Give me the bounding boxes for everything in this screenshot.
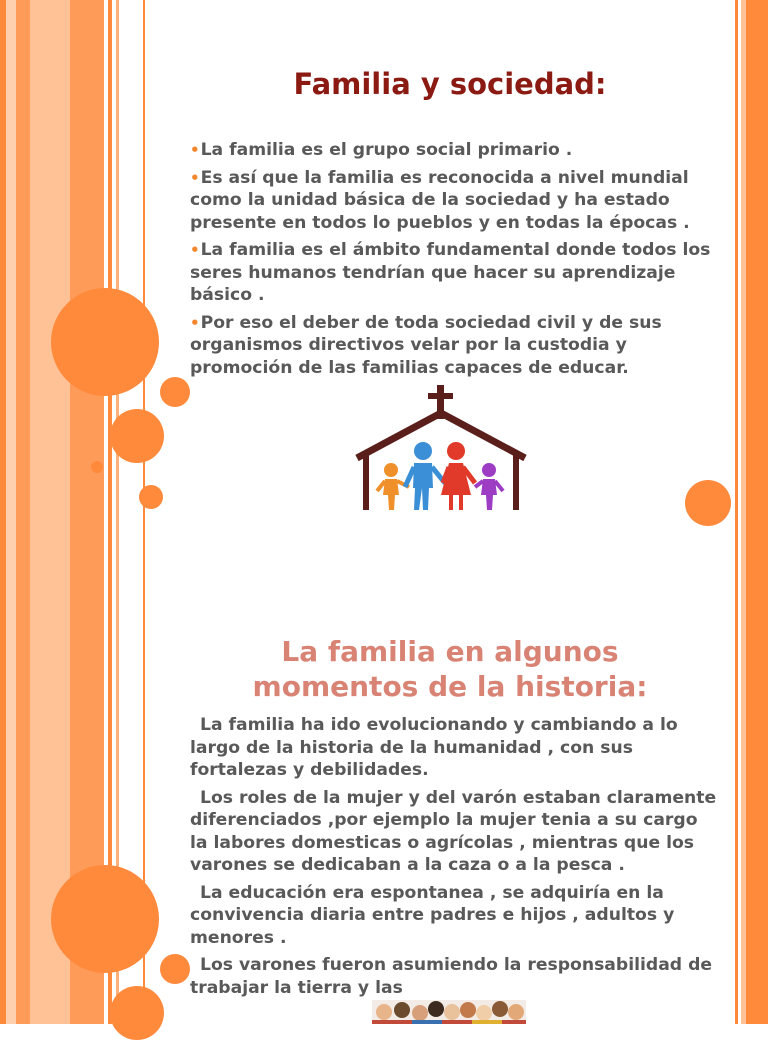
bullet-text: La familia es el ámbito fundamental donde todos los seres humanos tendrían que hacer su aprendizaje básico .: [190, 240, 711, 305]
circle-decoration-large-2: [51, 865, 159, 973]
circle-decoration-medium-2: [110, 986, 164, 1040]
left-stripe-pale: [30, 0, 70, 1024]
bullet-dot-icon: •: [190, 313, 200, 332]
bullet-item: [190, 239, 720, 307]
left-stripe-thin-3: [143, 0, 145, 1024]
slide2-title-line1: La familia en algunos: [281, 635, 619, 668]
family-group-icon: [372, 1000, 526, 1024]
left-stripe-light: [6, 0, 16, 1024]
slide1-title: Familia y sociedad:: [293, 67, 607, 101]
bullet-item: [190, 167, 720, 235]
bullet-text: Por eso el deber de toda sociedad civil y de sus organismos directivos velar por la custodia y promoción de las familias capaces de educar.: [190, 312, 662, 378]
circle-decoration-right: [685, 480, 731, 526]
family-house-cross-icon: [353, 383, 529, 510]
right-stripe-thin-1: [735, 0, 738, 1024]
body-paragraph: La educación era espontanea , se adquiría en la convivencia diaria entre padres e hijos , adultos y menores .: [190, 882, 675, 948]
bullet-item: [190, 139, 720, 162]
circle-decoration-small-1: [160, 377, 190, 407]
bullet-item: [190, 312, 720, 380]
circle-decoration-small-3: [160, 954, 190, 984]
body-paragraph: Los roles de la mujer y del varón estaban claramente diferenciados ,por ejemplo la mujer tenia a su cargo la labores domesticas o agrícolas , mientras que los varones se dedicaban a la caza o a la pesca .: [190, 787, 717, 875]
circle-decoration-medium-1: [110, 409, 164, 463]
circle-decoration-large-1: [51, 288, 159, 396]
bullet-dot-icon: •: [190, 241, 200, 259]
bullet-dot-icon: •: [190, 141, 200, 159]
slide2-title-line2: momentos de la historia:: [252, 670, 648, 703]
circle-decoration-dot-1: [91, 461, 103, 473]
bullet-text: Es así que la familia es reconocida a nivel mundial como la unidad básica de la sociedad y ha estado presente en todos lo pueblos y en todas la épocas .: [190, 167, 690, 233]
right-stripe-main: [746, 0, 768, 1024]
body-paragraph: Los varones fueron asumiendo la responsabilidad de trabajar la tierra y las: [190, 955, 713, 998]
slide1-bullet-list: [190, 139, 720, 384]
slide2-title: [190, 634, 710, 704]
bullet-dot-icon: •: [190, 168, 200, 187]
circle-decoration-small-2: [139, 485, 163, 509]
bullet-text: La familia es el grupo social primario .: [200, 140, 573, 160]
slide2-body: [190, 714, 720, 1004]
left-stripe-mid: [16, 0, 30, 1024]
body-paragraph: La familia ha ido evolucionando y cambiando a lo largo de la historia de la humanidad , con sus fortalezas y debilidades.: [190, 715, 678, 780]
